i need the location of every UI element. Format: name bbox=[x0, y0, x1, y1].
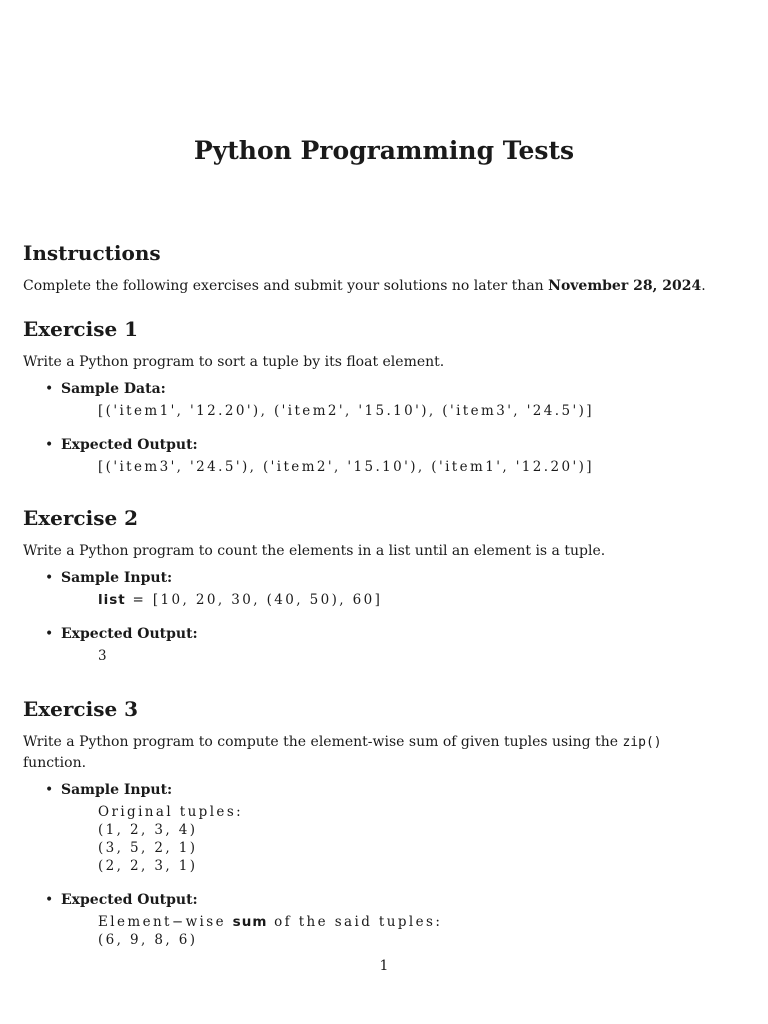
bullet-icon: • bbox=[45, 626, 54, 642]
bullet-icon: • bbox=[45, 437, 54, 453]
exercise-3-items bbox=[23, 780, 723, 949]
bullet-icon: • bbox=[45, 570, 54, 586]
exercise-2-heading: Exercise 2 bbox=[23, 506, 139, 530]
exercise-3-expected-output bbox=[23, 890, 723, 949]
exercise-1-heading: Exercise 1 bbox=[23, 317, 139, 341]
code-block: [('item1', '12.20'), ('item2', '15.10'), ('item3', '24.5')] bbox=[98, 403, 594, 419]
code-text: of the said tuples: bbox=[267, 914, 443, 930]
code-line: (3, 5, 2, 1) bbox=[98, 840, 198, 856]
exercise-2-description: Write a Python program to count the elements in a list until an element is a tuple. bbox=[23, 543, 606, 559]
code-block: [('item3', '24.5'), ('item2', '15.10'), ('item1', '12.20')] bbox=[98, 459, 594, 475]
code-text: Element−wise bbox=[98, 914, 233, 930]
bullet-icon: • bbox=[45, 782, 54, 798]
item-label: Expected Output: bbox=[61, 626, 198, 642]
code-keyword: sum bbox=[232, 914, 268, 930]
exercise-3-heading: Exercise 3 bbox=[23, 697, 139, 721]
deadline-date: November 28, 2024 bbox=[548, 278, 702, 294]
page-number: 1 bbox=[379, 958, 389, 974]
item-label: Sample Input: bbox=[61, 782, 173, 798]
description-text-before: Write a Python program to compute the element-wise sum of given tuples using the bbox=[23, 734, 623, 750]
code-line: (6, 9, 8, 6) bbox=[98, 932, 198, 948]
code-line: (2, 2, 3, 1) bbox=[98, 858, 198, 874]
bullet-icon: • bbox=[45, 381, 54, 397]
exercise-1-sample-data bbox=[23, 379, 723, 420]
instructions-text bbox=[23, 276, 723, 296]
bullet-icon: • bbox=[45, 892, 54, 908]
code-line bbox=[61, 913, 723, 931]
page-title: Python Programming Tests bbox=[193, 136, 575, 165]
instructions-text-before: Complete the following exercises and submit your solutions no later than bbox=[23, 278, 549, 294]
exercise-2-items bbox=[23, 568, 723, 665]
code-block bbox=[61, 591, 723, 609]
exercise-3-sample-input bbox=[23, 780, 723, 875]
item-label: Sample Data: bbox=[61, 381, 166, 397]
code-block bbox=[61, 803, 723, 875]
exercise-1-items bbox=[23, 379, 723, 476]
inline-code: zip() bbox=[622, 735, 662, 750]
item-label: Expected Output: bbox=[61, 437, 198, 453]
code-line: Original tuples: bbox=[98, 804, 244, 820]
code-text: = [10, 20, 30, (40, 50), 60] bbox=[125, 592, 383, 608]
exercise-3-section bbox=[23, 696, 723, 949]
exercise-1-expected-output bbox=[23, 435, 723, 476]
code-block: 3 bbox=[98, 648, 109, 664]
exercise-1-description: Write a Python program to sort a tuple by its float element. bbox=[23, 354, 445, 370]
document-body bbox=[23, 240, 723, 949]
code-block bbox=[61, 913, 723, 949]
exercise-3-description bbox=[23, 732, 723, 773]
exercise-2-section bbox=[23, 505, 723, 665]
exercise-1-section bbox=[23, 316, 723, 476]
code-keyword: list bbox=[98, 592, 126, 608]
exercise-2-expected-output bbox=[23, 624, 723, 665]
instructions-section bbox=[23, 240, 723, 296]
exercise-2-sample-input bbox=[23, 568, 723, 609]
item-label: Sample Input: bbox=[61, 570, 173, 586]
instructions-heading: Instructions bbox=[23, 241, 161, 265]
code-line: (1, 2, 3, 4) bbox=[98, 822, 198, 838]
description-text-after: function. bbox=[23, 755, 87, 771]
item-label: Expected Output: bbox=[61, 892, 198, 908]
instructions-text-after: . bbox=[701, 278, 706, 294]
